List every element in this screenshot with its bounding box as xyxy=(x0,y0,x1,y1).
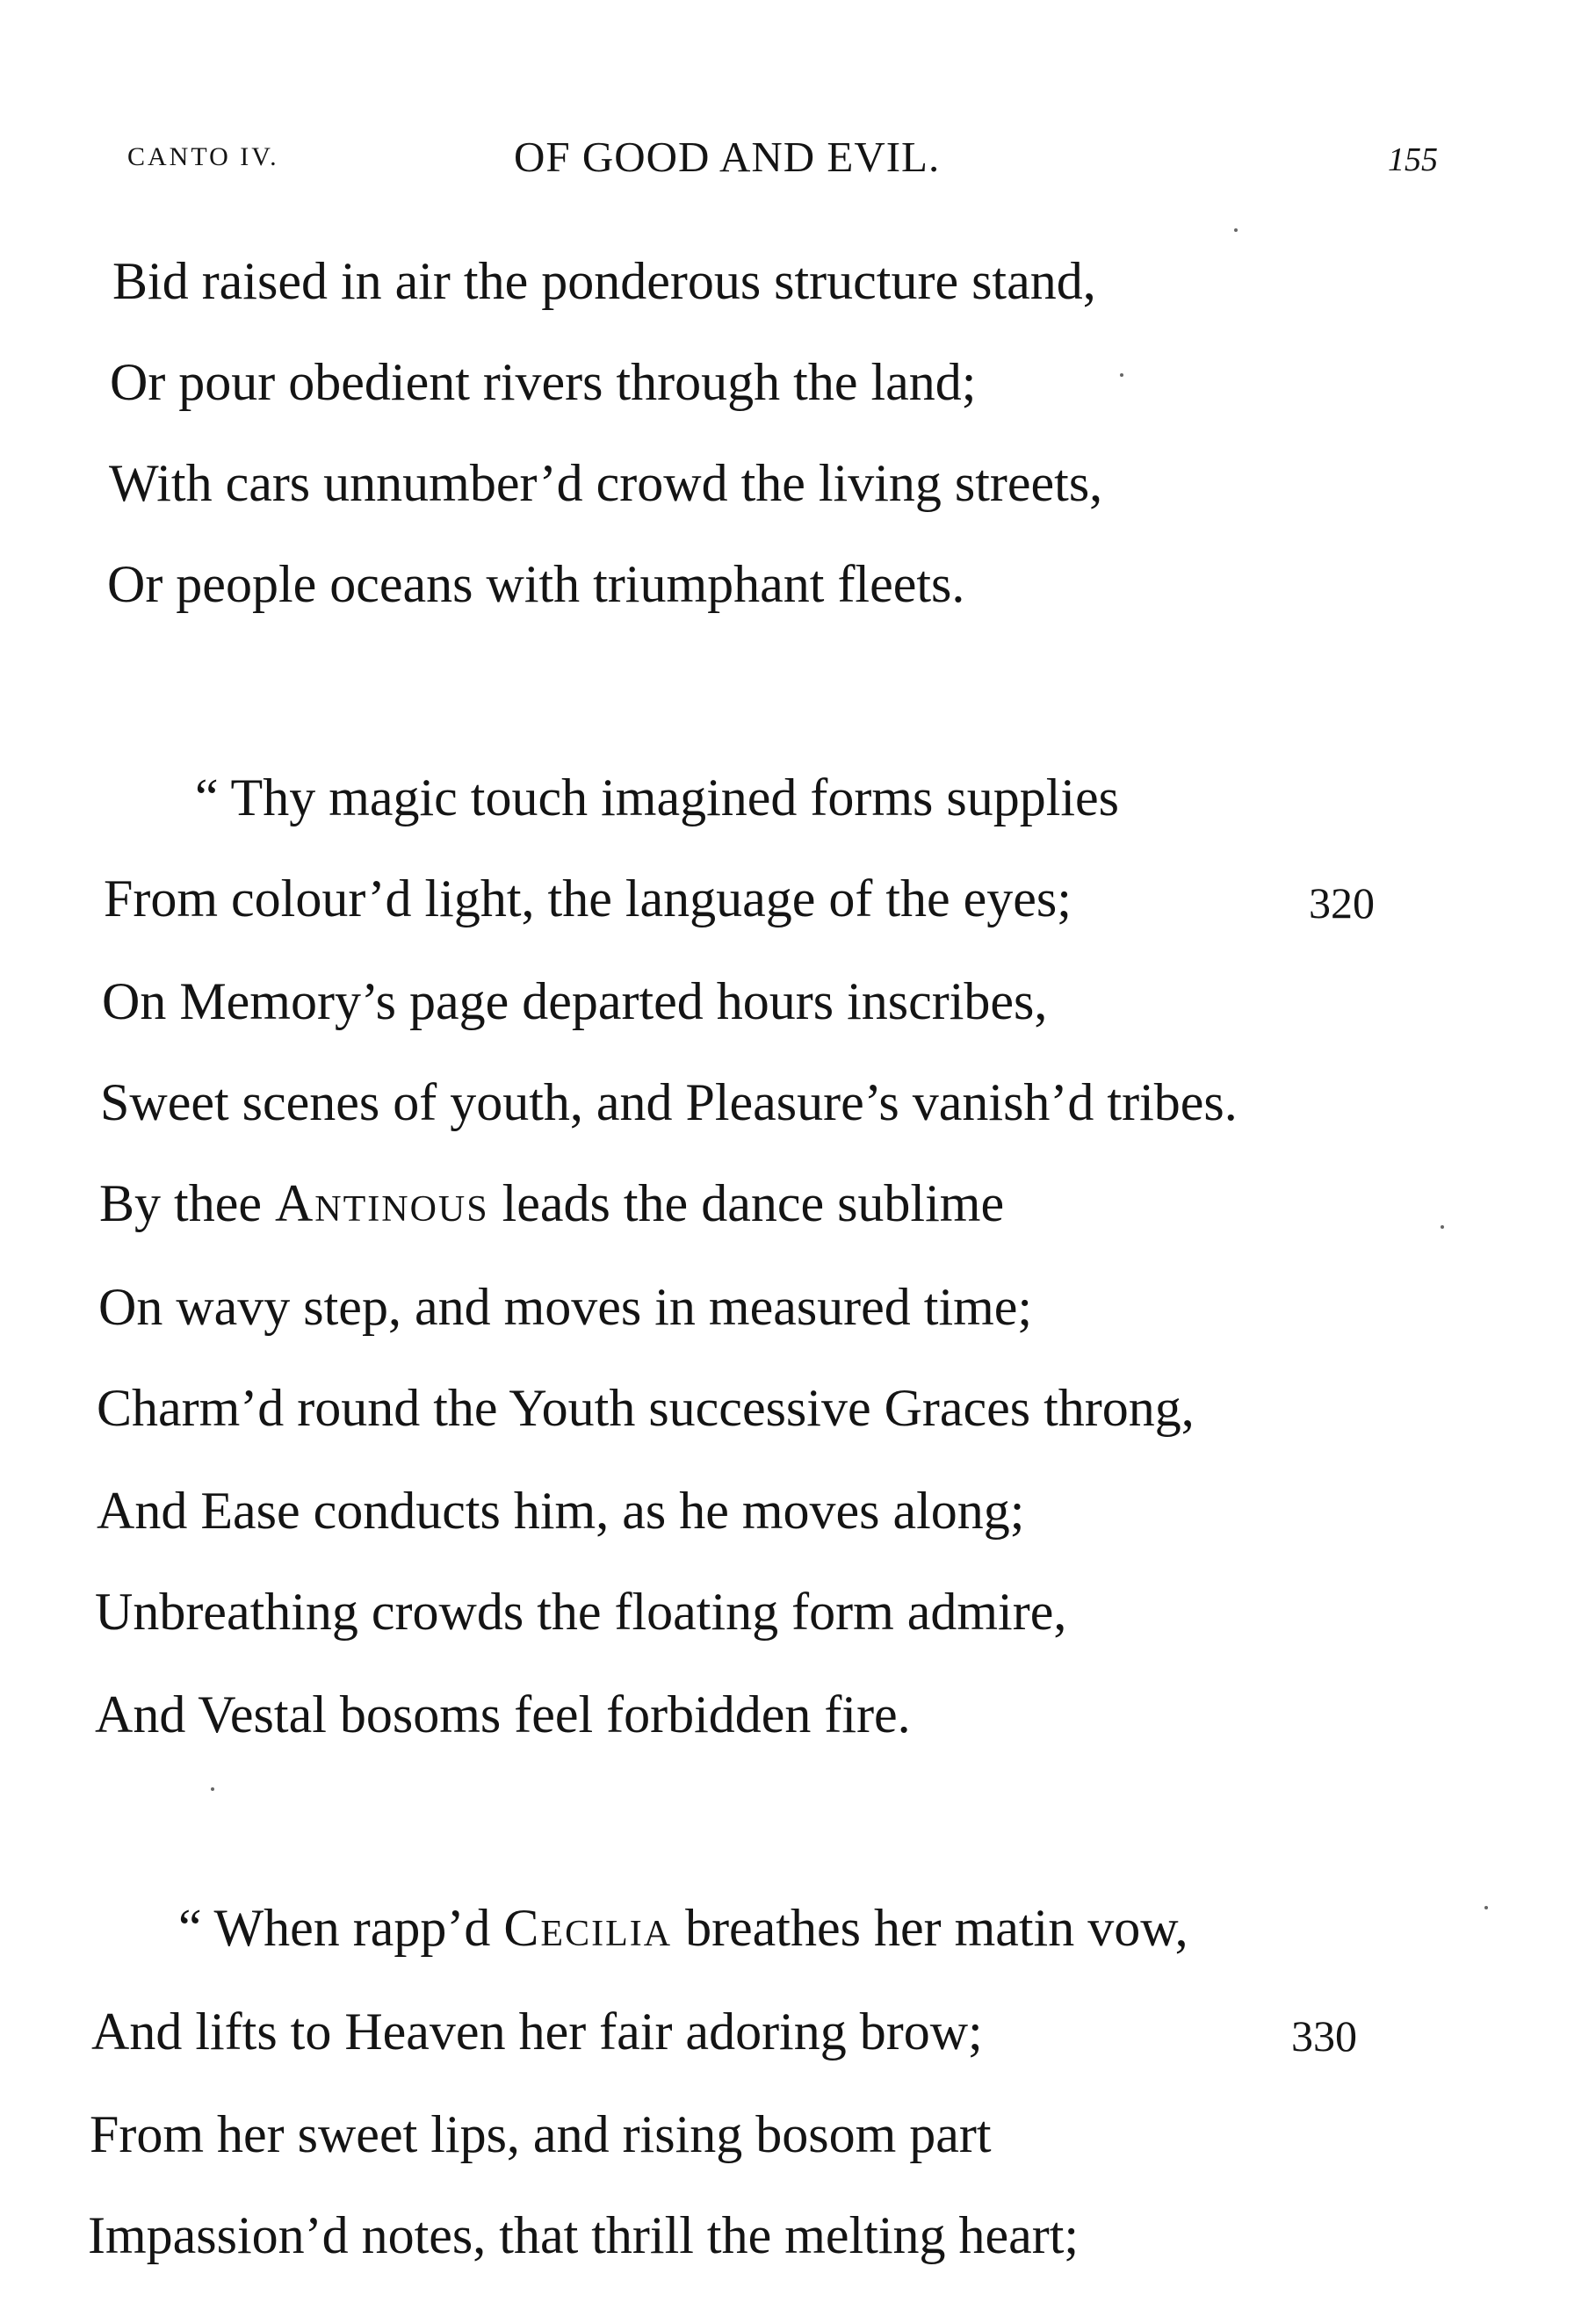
verse-text: And lifts to Heaven her fair adoring brow; xyxy=(91,2003,983,2061)
verse-text: Unbreathing crowds the floating form admire, xyxy=(95,1583,1067,1641)
verse-text: And Vestal bosoms feel forbidden fire. xyxy=(95,1685,911,1743)
paper-speck xyxy=(1234,228,1238,232)
line-number: 320 xyxy=(1309,878,1375,927)
verse-text: With cars unnumber’d crowd the living streets, xyxy=(109,454,1103,512)
verse-text: Or people oceans with triumphant fleets. xyxy=(107,555,965,613)
paper-speck xyxy=(211,1787,214,1791)
verse-text: From colour’d light, the language of the eyes; xyxy=(104,870,1072,927)
canto-label: CANTO IV. xyxy=(127,142,279,171)
verse-text: On wavy step, and moves in measured time; xyxy=(98,1278,1033,1336)
page-number: 155 xyxy=(1388,141,1438,178)
proper-name-cecilia: Cecilia xyxy=(503,1899,673,1957)
paper-speck xyxy=(1484,1906,1488,1909)
verse-text: Sweet scenes of youth, and Pleasure’s vanish’d tribes. xyxy=(100,1073,1238,1131)
running-header xyxy=(114,132,1438,184)
verse-text: Bid raised in air the ponderous structure stand, xyxy=(112,252,1096,310)
verse-text-part: breathes her matin vow, xyxy=(672,1899,1188,1957)
verse-text-part: leads the dance sublime xyxy=(488,1174,1005,1232)
running-title: OF GOOD AND EVIL. xyxy=(514,133,941,181)
verse-text: Charm’d round the Youth successive Graces throng, xyxy=(97,1379,1195,1437)
verse-text: And Ease conducts him, as he moves along; xyxy=(97,1482,1025,1540)
line-number: 330 xyxy=(1291,2011,1357,2061)
verse-text xyxy=(99,1174,1005,1232)
verse-text-part: By thee xyxy=(99,1174,275,1232)
verse-text: Impassion’d notes, that thrill the melting heart; xyxy=(88,2206,1080,2264)
verse-text: Or pour obedient rivers through the land; xyxy=(110,353,977,411)
verse-text: From her sweet lips, and rising bosom part xyxy=(90,2105,992,2163)
verse-text-part: “ When rapp’d xyxy=(178,1899,504,1957)
verse-text xyxy=(178,1899,1188,1957)
paper-speck xyxy=(1441,1225,1444,1229)
proper-name-antinous: Antinous xyxy=(274,1174,489,1232)
verse-text: On Memory’s page departed hours inscribes, xyxy=(102,972,1048,1030)
verse-text: “ Thy magic touch imagined forms supplies xyxy=(195,769,1120,826)
paper-speck xyxy=(1120,373,1123,377)
